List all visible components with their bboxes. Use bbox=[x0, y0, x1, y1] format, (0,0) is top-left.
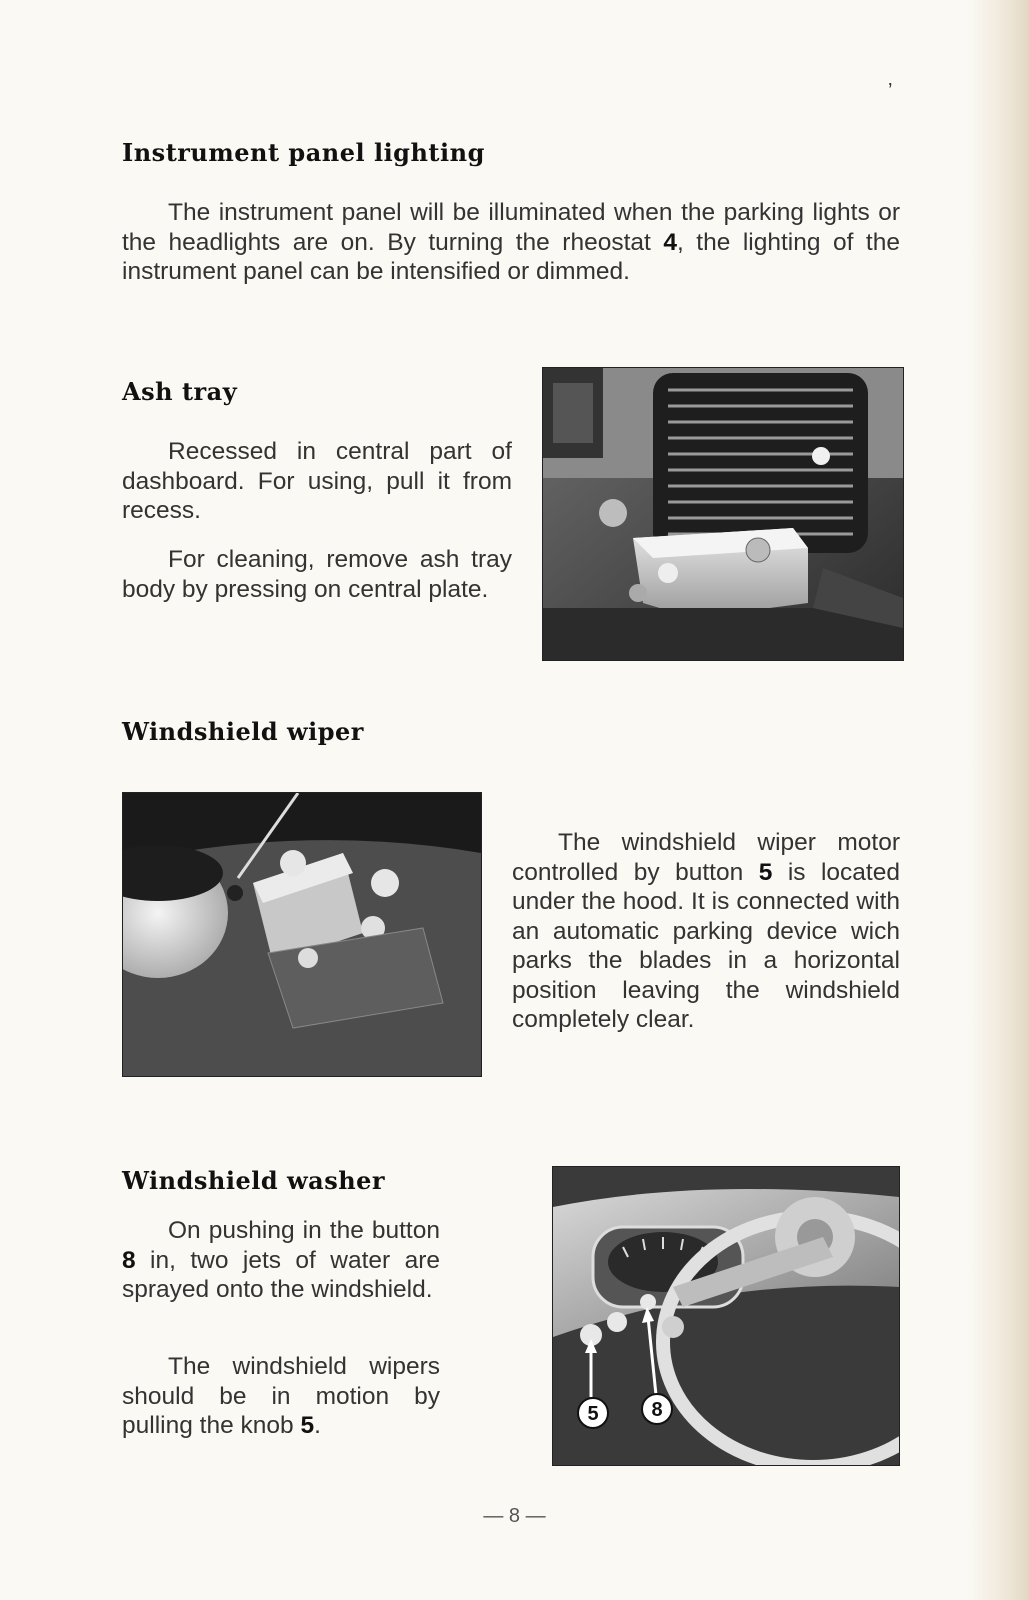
washer-text-2a: The windshield wipers should be in motion by pulling the knob bbox=[122, 1353, 440, 1439]
lighting-ref-4: 4 bbox=[663, 228, 677, 256]
paragraph-ash-tray-2: For cleaning, remove ash tray body by pressing on central plate. bbox=[122, 546, 512, 603]
paragraph-windshield-washer-2 bbox=[122, 1352, 440, 1441]
page-edge bbox=[969, 0, 1029, 1600]
wiper-text-2: is located under the hood. It is connected with an automatic parking device wich parks the blades in a horizontal position leaving the windshield completely clear. bbox=[512, 858, 900, 1033]
callout-5: 5 bbox=[587, 1403, 599, 1425]
washer-ref-8: 8 bbox=[122, 1246, 136, 1274]
dashboard-photo bbox=[552, 1166, 900, 1466]
wiper-text-1: The windshield wiper motor controlled by button bbox=[512, 829, 900, 886]
washer-text-1b: in, two jets of water are sprayed onto the windshield. bbox=[122, 1246, 440, 1303]
callout-8: 8 bbox=[651, 1399, 663, 1421]
page-mark: ’ bbox=[888, 80, 893, 102]
washer-text-2b: . bbox=[314, 1412, 321, 1439]
paragraph-windshield-washer-1 bbox=[122, 1216, 440, 1305]
page-number: — 8 — bbox=[483, 1505, 546, 1527]
paragraph-ash-tray-1: Recessed in central part of dashboard. For using, pull it from recess. bbox=[122, 438, 512, 524]
lighting-text-1: The instrument panel will be illuminated when the parking lights or the headlights are on. By turning the rheostat bbox=[122, 199, 900, 256]
wiper-ref-5: 5 bbox=[758, 858, 773, 886]
heading-windshield-wiper: Windshield wiper bbox=[122, 717, 364, 746]
lighting-text-2: , the lighting of the instrument panel can be intensified or dimmed. bbox=[122, 228, 900, 285]
paragraph-windshield-wiper bbox=[512, 828, 900, 1035]
washer-text-1a: On pushing in the button bbox=[168, 1217, 440, 1244]
ash-tray-photo bbox=[542, 367, 904, 661]
heading-instrument-panel-lighting: Instrument panel lighting bbox=[122, 138, 485, 167]
washer-ref-5: 5 bbox=[300, 1412, 315, 1439]
heading-ash-tray: Ash tray bbox=[122, 377, 238, 406]
wiper-motor-photo bbox=[122, 792, 482, 1077]
paragraph-instrument-panel-lighting bbox=[122, 198, 900, 287]
heading-windshield-washer: Windshield washer bbox=[122, 1166, 386, 1195]
